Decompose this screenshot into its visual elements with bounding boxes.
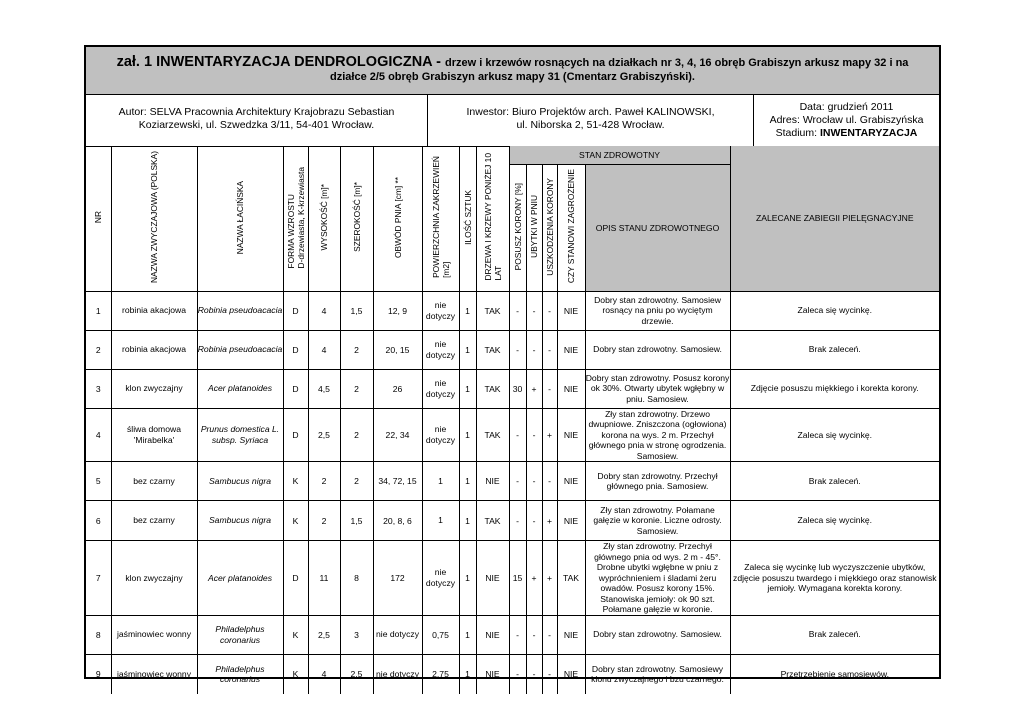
cell-width: 8 xyxy=(340,541,373,616)
author-box xyxy=(86,95,428,147)
cell-threat: NIE xyxy=(557,330,585,369)
cell-deadwood: - xyxy=(509,462,526,501)
cell-trunk-cavities: - xyxy=(526,462,542,501)
cell-count: 1 xyxy=(459,501,476,541)
cell-crown-damage: - xyxy=(542,330,557,369)
header-circumference: OBWÓD PNIA [cm] ** xyxy=(373,146,422,291)
cell-form: K xyxy=(283,462,308,501)
cell-height: 4 xyxy=(308,654,340,694)
cell-latin-name: Acer platanoides xyxy=(197,541,283,616)
cell-form: D xyxy=(283,291,308,330)
cell-care: Brak zaleceń. xyxy=(730,615,939,654)
cell-nr: 5 xyxy=(86,462,111,501)
title-subtitle: drzew i krzewów rosnących na działkach nr 3, 4, 16 obręb Grabiszyn arkusz mapy 32 i na działce 2/5 obręb Grabiszyn arkusz mapy 31 (Cmentarz Grabiszyński). xyxy=(330,57,909,83)
cell-common-name: klon zwyczajny xyxy=(111,541,197,616)
cell-deadwood: 15 xyxy=(509,541,526,616)
cell-area: 1 xyxy=(422,462,459,501)
cell-width: 2 xyxy=(340,330,373,369)
cell-circumference: 20, 15 xyxy=(373,330,422,369)
table-row xyxy=(86,291,939,330)
investor-box xyxy=(428,95,754,147)
header-trunk-cavities: UBYTKI W PNIU xyxy=(526,164,542,291)
header-health-group: STAN ZDROWOTNY xyxy=(509,146,730,164)
cell-height: 2 xyxy=(308,462,340,501)
cell-nr: 1 xyxy=(86,291,111,330)
cell-common-name: klon zwyczajny xyxy=(111,369,197,408)
cell-under-10: TAK xyxy=(476,501,509,541)
cell-area: nie dotyczy xyxy=(422,291,459,330)
cell-latin-name: Philadelphus coronarius xyxy=(197,654,283,694)
cell-health-desc: Dobry stan zdrowotny. Samosiew rosnący na pniu po wyciętym drzewie. xyxy=(585,291,730,330)
cell-area: nie dotyczy xyxy=(422,369,459,408)
cell-area: 1 xyxy=(422,501,459,541)
cell-care: Zaleca się wycinkę. xyxy=(730,291,939,330)
cell-latin-name: Philadelphus coronarius xyxy=(197,615,283,654)
cell-width: 1,5 xyxy=(340,501,373,541)
cell-care: Brak zaleceń. xyxy=(730,462,939,501)
header-health-desc: OPIS STANU ZDROWOTNEGO xyxy=(585,164,730,291)
cell-latin-name: Acer platanoides xyxy=(197,369,283,408)
cell-count: 1 xyxy=(459,462,476,501)
cell-under-10: TAK xyxy=(476,330,509,369)
author-line-1: Autor: SELVA Pracownia Architektury Krajobrazu Sebastian xyxy=(118,106,395,118)
cell-deadwood: - xyxy=(509,330,526,369)
cell-care: Zdjęcie posuszu miękkiego i korekta korony. xyxy=(730,369,939,408)
cell-trunk-cavities: - xyxy=(526,330,542,369)
cell-crown-damage: - xyxy=(542,291,557,330)
cell-trunk-cavities: + xyxy=(526,541,542,616)
cell-nr: 9 xyxy=(86,654,111,694)
cell-crown-damage: + xyxy=(542,541,557,616)
cell-under-10: TAK xyxy=(476,408,509,462)
cell-health-desc: Dobry stan zdrowotny. Posusz korony ok 30%. Otwarty ubytek wgłębny w pniu. Samosiew. xyxy=(585,369,730,408)
table-row xyxy=(86,541,939,616)
cell-crown-damage: + xyxy=(542,408,557,462)
cell-circumference: 20, 8, 6 xyxy=(373,501,422,541)
cell-circumference: 34, 72, 15 xyxy=(373,462,422,501)
cell-deadwood: - xyxy=(509,501,526,541)
cell-common-name: bez czarny xyxy=(111,501,197,541)
header-width: SZEROKOŚĆ [m]* xyxy=(340,146,373,291)
cell-deadwood: 30 xyxy=(509,369,526,408)
cell-nr: 2 xyxy=(86,330,111,369)
header-nr: NR xyxy=(86,146,111,291)
cell-width: 1,5 xyxy=(340,291,373,330)
cell-health-desc: Zły stan zdrowotny. Drzewo dwupniowe. Zniszczona (ogłowiona) korona na wys. 2 m. Przechył głównego pnia w stronę ogrodzenia. Samosiew. xyxy=(585,408,730,462)
cell-nr: 8 xyxy=(86,615,111,654)
cell-threat: NIE xyxy=(557,408,585,462)
cell-latin-name: Sambucus nigra xyxy=(197,501,283,541)
cell-circumference: nie dotyczy xyxy=(373,654,422,694)
cell-common-name: śliwa domowa 'Mirabelka' xyxy=(111,408,197,462)
cell-common-name: robinia akacjowa xyxy=(111,330,197,369)
table-row xyxy=(86,408,939,462)
title-main: zał. 1 INWENTARYZACJA DENDROLOGICZNA - xyxy=(116,54,445,70)
header-care: ZALECANE ZABIEGII PIELĘGNACYJNE xyxy=(730,146,939,291)
table-row xyxy=(86,369,939,408)
header-latin-name: NAZWA ŁACIŃSKA xyxy=(197,146,283,291)
header-crown-damage: USZKODZENIA KORONY xyxy=(542,164,557,291)
cell-width: 3 xyxy=(340,615,373,654)
cell-form: D xyxy=(283,408,308,462)
cell-nr: 3 xyxy=(86,369,111,408)
cell-deadwood: - xyxy=(509,291,526,330)
cell-health-desc: Zły stan zdrowotny. Przechył głównego pnia od wys. 2 m - 45°. Drobne ubytki wgłębne w pniu z wypróchnieniem i śladami żeru owadów. Posusz korony 15%. Stanowiska jemioły: ok 90 szt. Połamane gałęzie w koronie. xyxy=(585,541,730,616)
cell-threat: TAK xyxy=(557,541,585,616)
cell-care: Zaleca się wycinkę. xyxy=(730,501,939,541)
cell-count: 1 xyxy=(459,615,476,654)
cell-crown-damage: + xyxy=(542,501,557,541)
cell-care: Zaleca się wycinkę lub wyczyszczenie ubytków, zdjęcie posuszu twardego i miękkiego oraz stanowisk jemioły. Wymagana korekta korony. xyxy=(730,541,939,616)
cell-form: K xyxy=(283,615,308,654)
cell-under-10: NIE xyxy=(476,462,509,501)
header-deadwood: POSUSZ KORONY [%] xyxy=(509,164,526,291)
header-growth-form: FORMA WZROSTU D-drzewiasta, K-krzewiasta xyxy=(283,146,308,291)
table-row xyxy=(86,330,939,369)
cell-circumference: 172 xyxy=(373,541,422,616)
cell-circumference: 22, 34 xyxy=(373,408,422,462)
cell-form: K xyxy=(283,654,308,694)
author-line-2: Koziarzewski, ul. Szwedzka 3/11, 54-401 Wrocław. xyxy=(138,119,375,131)
cell-health-desc: Dobry stan zdrowotny. Samosiew. xyxy=(585,615,730,654)
investor-line-1: Inwestor: Biuro Projektów arch. Paweł KALINOWSKI, xyxy=(466,106,715,118)
cell-care: Zaleca się wycinkę. xyxy=(730,408,939,462)
table-row xyxy=(86,615,939,654)
cell-height: 4 xyxy=(308,330,340,369)
cell-common-name: jaśminowiec wonny xyxy=(111,615,197,654)
document-title xyxy=(86,47,939,95)
cell-width: 2 xyxy=(340,462,373,501)
cell-deadwood: - xyxy=(509,654,526,694)
cell-height: 11 xyxy=(308,541,340,616)
cell-area: nie dotyczy xyxy=(422,541,459,616)
cell-threat: NIE xyxy=(557,291,585,330)
cell-trunk-cavities: - xyxy=(526,291,542,330)
cell-trunk-cavities: + xyxy=(526,369,542,408)
header-threat: CZY STANOWI ZAGROŻENIE xyxy=(557,164,585,291)
cell-count: 1 xyxy=(459,369,476,408)
table-row xyxy=(86,654,939,694)
cell-height: 2,5 xyxy=(308,408,340,462)
cell-health-desc: Dobry stan zdrowotny. Samosiewy klonu zwyczajnego i bzu czarnego. xyxy=(585,654,730,694)
cell-area: 2,75 xyxy=(422,654,459,694)
cell-health-desc: Dobry stan zdrowotny. Przechył głównego pnia. Samosiew. xyxy=(585,462,730,501)
cell-health-desc: Dobry stan zdrowotny. Samosiew. xyxy=(585,330,730,369)
cell-latin-name: Sambucus nigra xyxy=(197,462,283,501)
cell-nr: 7 xyxy=(86,541,111,616)
cell-nr: 6 xyxy=(86,501,111,541)
date-text: Data: grudzień 2011 xyxy=(799,101,894,113)
cell-count: 1 xyxy=(459,330,476,369)
header-area: POWIERZCHNIA ZAKRZEWIEŃ [m2] xyxy=(422,146,459,291)
investor-line-2: ul. Niborska 2, 51-428 Wrocław. xyxy=(516,119,665,131)
cell-threat: NIE xyxy=(557,501,585,541)
cell-crown-damage: - xyxy=(542,654,557,694)
cell-deadwood: - xyxy=(509,408,526,462)
cell-area: nie dotyczy xyxy=(422,330,459,369)
cell-count: 1 xyxy=(459,291,476,330)
cell-count: 1 xyxy=(459,654,476,694)
cell-trunk-cavities: - xyxy=(526,654,542,694)
cell-latin-name: Prunus domestica L. subsp. Syriaca xyxy=(197,408,283,462)
inventory-sheet xyxy=(84,45,941,685)
cell-area: 0,75 xyxy=(422,615,459,654)
cell-latin-name: Robinia pseudoacacia xyxy=(197,291,283,330)
header-under-10: DRZEWA I KRZEWY PONIŻEJ 10 LAT xyxy=(476,146,509,291)
cell-threat: NIE xyxy=(557,654,585,694)
cell-height: 4 xyxy=(308,291,340,330)
cell-width: 2,5 xyxy=(340,654,373,694)
cell-trunk-cavities: - xyxy=(526,408,542,462)
cell-threat: NIE xyxy=(557,615,585,654)
cell-crown-damage: - xyxy=(542,369,557,408)
cell-width: 2 xyxy=(340,369,373,408)
cell-care: Brak zaleceń. xyxy=(730,330,939,369)
cell-care: Przetrzebienie samosiewów. xyxy=(730,654,939,694)
stage-value: INWENTARYZACJA xyxy=(819,127,918,139)
stage-text xyxy=(754,127,939,140)
cell-crown-damage: - xyxy=(542,615,557,654)
cell-trunk-cavities: - xyxy=(526,501,542,541)
cell-circumference: 26 xyxy=(373,369,422,408)
inventory-table xyxy=(86,146,939,694)
cell-height: 2,5 xyxy=(308,615,340,654)
cell-count: 1 xyxy=(459,408,476,462)
cell-circumference: nie dotyczy xyxy=(373,615,422,654)
header-common-name: NAZWA ZWYCZAJOWA (POLSKA) xyxy=(111,146,197,291)
cell-under-10: TAK xyxy=(476,291,509,330)
cell-circumference: 12, 9 xyxy=(373,291,422,330)
cell-common-name: robinia akacjowa xyxy=(111,291,197,330)
cell-area: nie dotyczy xyxy=(422,408,459,462)
address-text: Adres: Wrocław ul. Grabiszyńska xyxy=(769,114,924,126)
cell-form: K xyxy=(283,501,308,541)
cell-width: 2 xyxy=(340,408,373,462)
cell-crown-damage: - xyxy=(542,462,557,501)
meta-box xyxy=(754,95,939,147)
cell-nr: 4 xyxy=(86,408,111,462)
table-row xyxy=(86,462,939,501)
cell-common-name: jaśminowiec wonny xyxy=(111,654,197,694)
cell-under-10: NIE xyxy=(476,615,509,654)
cell-form: D xyxy=(283,541,308,616)
cell-threat: NIE xyxy=(557,462,585,501)
cell-under-10: NIE xyxy=(476,541,509,616)
cell-common-name: bez czarny xyxy=(111,462,197,501)
table-row xyxy=(86,501,939,541)
cell-count: 1 xyxy=(459,541,476,616)
cell-threat: NIE xyxy=(557,369,585,408)
cell-form: D xyxy=(283,369,308,408)
header-count: ILOŚĆ SZTUK xyxy=(459,146,476,291)
cell-latin-name: Robinia pseudoacacia xyxy=(197,330,283,369)
stage-label: Stadium: xyxy=(775,127,820,139)
cell-health-desc: Zły stan zdrowotny. Połamane gałęzie w koronie. Liczne odrosty. Samosiew. xyxy=(585,501,730,541)
header-height: WYSOKOŚĆ [m]* xyxy=(308,146,340,291)
cell-deadwood: - xyxy=(509,615,526,654)
cell-under-10: NIE xyxy=(476,654,509,694)
cell-under-10: TAK xyxy=(476,369,509,408)
cell-height: 4,5 xyxy=(308,369,340,408)
cell-trunk-cavities: - xyxy=(526,615,542,654)
cell-height: 2 xyxy=(308,501,340,541)
cell-form: D xyxy=(283,330,308,369)
